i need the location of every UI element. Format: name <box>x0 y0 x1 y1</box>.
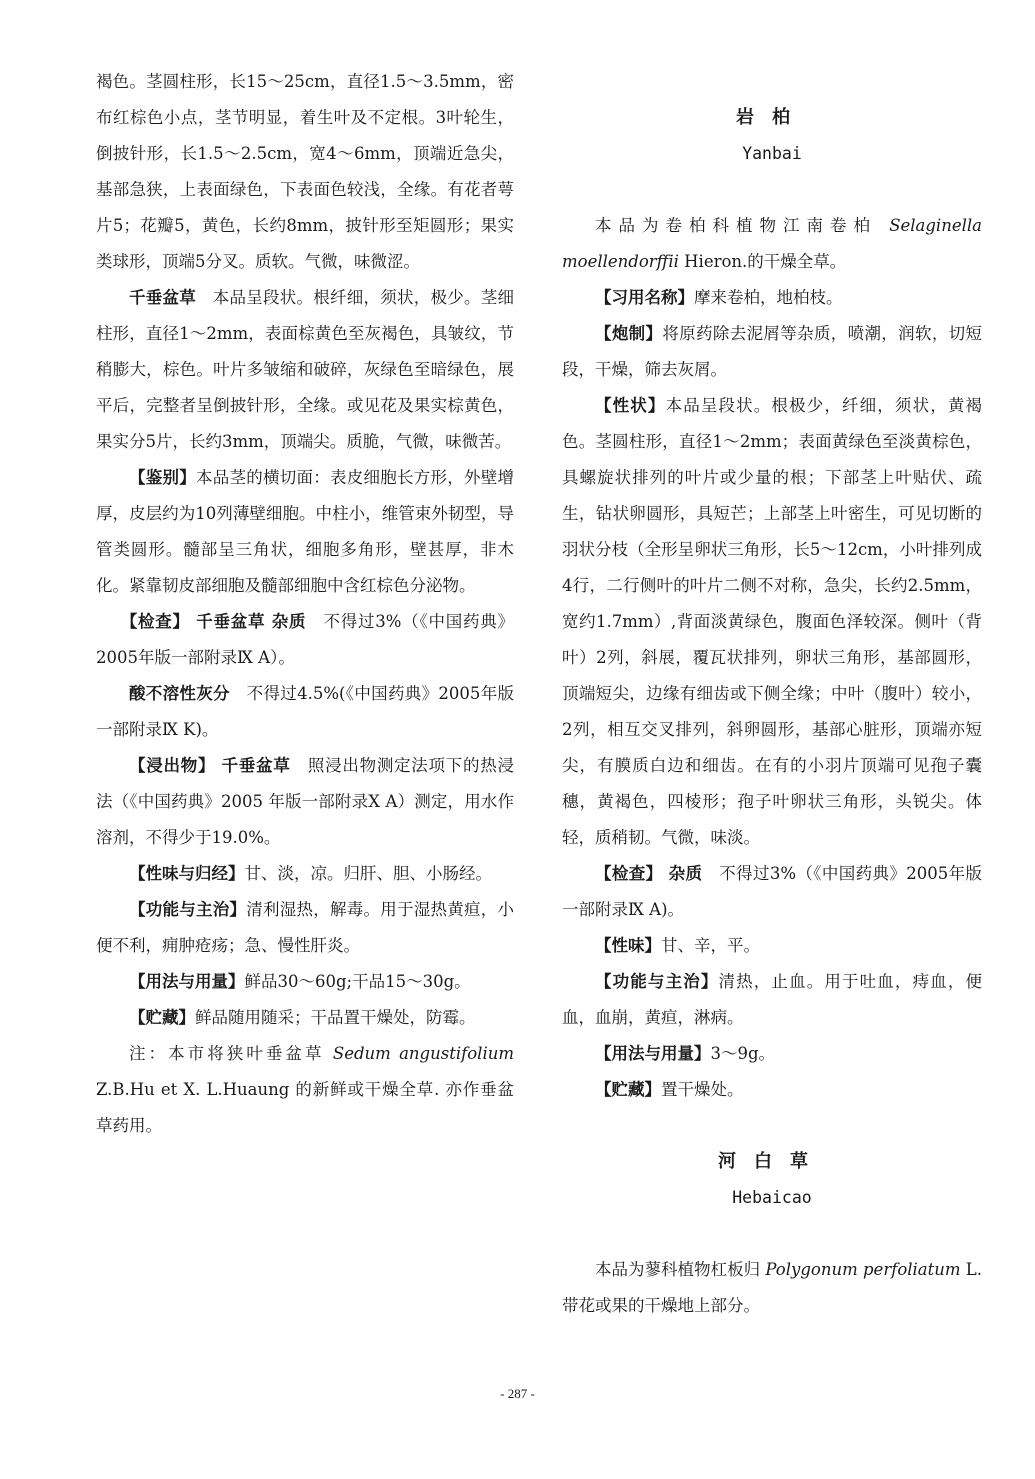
entry-title: 岩柏 <box>736 107 808 128</box>
paragraph-text: 本品为蓼科植物杠板归 <box>595 1260 766 1279</box>
section-label: 【性味】 <box>595 936 661 955</box>
section-label: 【用法与用量】 <box>595 1044 711 1063</box>
section-label: 【检查】 千垂盆草 杂质 <box>120 612 307 631</box>
spacer <box>562 64 982 100</box>
paragraph <box>562 1252 982 1324</box>
paragraph-text: Z.B.Hu et X. L.Huaung 的新鲜或干燥全草. 亦作垂盆草药用。 <box>96 1080 514 1135</box>
paragraph-text: 照浸出物测定法项下的热浸法（《中国药典》2005 年版一部附录Ⅹ A）测定，用水作溶剂，不得少于19.0%。 <box>96 756 515 847</box>
section-label: 【习用名称】 <box>595 288 694 307</box>
paragraph <box>96 604 514 676</box>
paragraph-text: 3～9g。 <box>710 1044 776 1063</box>
paragraph <box>96 280 514 460</box>
paragraph <box>562 208 982 280</box>
paragraph <box>96 676 514 748</box>
paragraph-text: 置干燥处。 <box>661 1080 744 1099</box>
paragraph-text: Hieron.的干燥全草。 <box>678 252 847 271</box>
paragraph <box>562 1036 982 1072</box>
paragraph-text: 鲜品30～60g;干品15～30g。 <box>244 972 471 991</box>
paragraph <box>562 964 982 1036</box>
spacer <box>562 1216 982 1252</box>
paragraph-text: 不得过3%（《中国药典》2005年版一部附录Ⅸ A)。 <box>562 864 982 919</box>
paragraph <box>96 1000 514 1036</box>
latin-name: Selaginella moellendorffii <box>562 216 982 271</box>
section-label: 【功能与主治】 <box>595 972 719 991</box>
paragraph <box>96 460 514 604</box>
latin-name: Sedum angustifolium <box>332 1044 514 1063</box>
entry-pinyin: Yanbai <box>742 144 802 163</box>
paragraph <box>562 316 982 388</box>
section-label: 【炮制】 <box>595 324 663 343</box>
paragraph-text: 不得过4.5%(《中国药典》2005年版一部附录Ⅸ K)。 <box>96 684 515 739</box>
paragraph <box>96 748 514 856</box>
entry-pinyin: Hebaicao <box>732 1188 812 1207</box>
paragraph-text: 甘、辛，平。 <box>661 936 760 955</box>
latin-name: Polygonum perfoliatum <box>765 1260 961 1279</box>
paragraph-text: 鲜品随用随采；干品置干燥处，防霉。 <box>195 1008 476 1027</box>
paragraph-text: L.带花或果的干燥地上部分。 <box>562 1260 983 1315</box>
paragraph-text: 本品呈段状。根极少，纤细，须状，黄褐色。茎圆柱形，直径1～2mm；表面黄绿色至淡黄棕色，具螺旋状排列的叶片或少量的根；下部茎上叶贴伏、疏生，钻状卵圆形，具短芒；上部茎上叶密生，可见切断的羽状分枝（全形呈卵状三角形，长5～12cm，小叶排列成4行，二行侧叶的叶片二侧不对称，急尖，长约2.5mm，宽约1.7mm）,背面淡黄绿色，腹面色泽较深。侧叶（背叶）2列，斜展，覆瓦状排列，卵状三角形，基部圆形，顶端短尖，边缘有细齿或下侧全缘；中叶（腹叶）较小，2列，相互交叉排列，斜卵圆形，基部心脏形，顶端亦短尖，有膜质白边和细齿。在有的小羽片顶端可见孢子囊穗，黄褐色，四棱形；孢子叶卵状三角形，头锐尖。体轻，质稍韧。气微，味淡。 <box>562 396 983 847</box>
spacer <box>562 172 982 208</box>
section-label: 【功能与主治】 <box>129 900 247 919</box>
note-paragraph <box>96 1036 514 1144</box>
section-label: 千垂盆草 <box>129 288 196 307</box>
right-column <box>562 64 982 1324</box>
paragraph-text: 清利湿热，解毒。用于湿热黄疸，小便不利，痈肿疮疡；急、慢性肝炎。 <box>96 900 514 955</box>
entry-title: 河白草 <box>718 1151 826 1172</box>
section-label: 【性状】 <box>595 396 666 415</box>
section-label: 【浸出物】 千垂盆草 <box>129 756 291 775</box>
page-number: - 287 - <box>500 1386 535 1401</box>
paragraph <box>562 388 982 856</box>
paragraph-text: 甘、淡，凉。归肝、胆、小肠经。 <box>244 864 492 883</box>
paragraph <box>562 928 982 964</box>
paragraph <box>96 892 514 964</box>
paragraph-text: 摩来卷柏，地柏枝。 <box>694 288 843 307</box>
section-label: 【鉴别】 <box>129 468 196 487</box>
section-label: 【贮藏】 <box>129 1008 195 1027</box>
paragraph-text: 本品呈段状。根纤细，须状，极少。茎细柱形，直径1～2mm，表面棕黄色至灰褐色，具皱纹，节稍膨大，棕色。叶片多皱缩和破碎，灰绿色至暗绿色，展平后，完整者呈倒披针形，全缘。或见花及果实棕黄色，果实分5片，长约3mm，顶端尖。质脆，气微，味微苦。 <box>96 288 514 451</box>
paragraph <box>96 964 514 1000</box>
section-label: 【用法与用量】 <box>129 972 245 991</box>
spacer <box>562 1108 982 1144</box>
section-label: 【性味与归经】 <box>129 864 245 883</box>
section-label: 【检查】 杂质 <box>595 864 703 883</box>
paragraph-text: 将原药除去泥屑等杂质，喷潮，润软，切短段，干燥，筛去灰屑。 <box>562 324 983 379</box>
left-column <box>96 64 514 1144</box>
paragraph-text: 本品为卷柏科植物江南卷柏 <box>595 216 890 235</box>
paragraph: 褐色。茎圆柱形，长15～25cm，直径1.5～3.5mm，密布红棕色小点，茎节明显，着生叶及不定根。3叶轮生，倒披针形，长1.5～2.5cm，宽4～6mm，顶端近急尖，基部急狭，上表面绿色，下表面色较浅，全缘。有花者萼片5；花瓣5，黄色，长约8mm，披针形至矩圆形；果实类球形，顶端5分叉。质软。气微，味微涩。 <box>96 72 514 271</box>
paragraph-text: 本品茎的横切面：表皮细胞长方形，外壁增厚，皮层约为10列薄壁细胞。中柱小，维管束外韧型，导管类圆形。髓部呈三角状，细胞多角形，壁甚厚，非木化。紧靠韧皮部细胞及髓部细胞中含红棕色分泌物。 <box>96 468 514 595</box>
paragraph-text: 注：本市将狭叶垂盆草 <box>129 1044 333 1063</box>
paragraph <box>562 280 982 316</box>
paragraph-text: 清热，止血。用于吐血，痔血，便血，血崩，黄疸，淋病。 <box>562 972 983 1027</box>
paragraph <box>96 856 514 892</box>
paragraph <box>562 1072 982 1108</box>
section-label: 酸不溶性灰分 <box>129 684 230 703</box>
section-label: 【贮藏】 <box>595 1080 661 1099</box>
paragraph-text: 不得过3%（《中国药典》2005年版一部附录Ⅸ A）。 <box>96 612 514 667</box>
paragraph <box>562 856 982 928</box>
